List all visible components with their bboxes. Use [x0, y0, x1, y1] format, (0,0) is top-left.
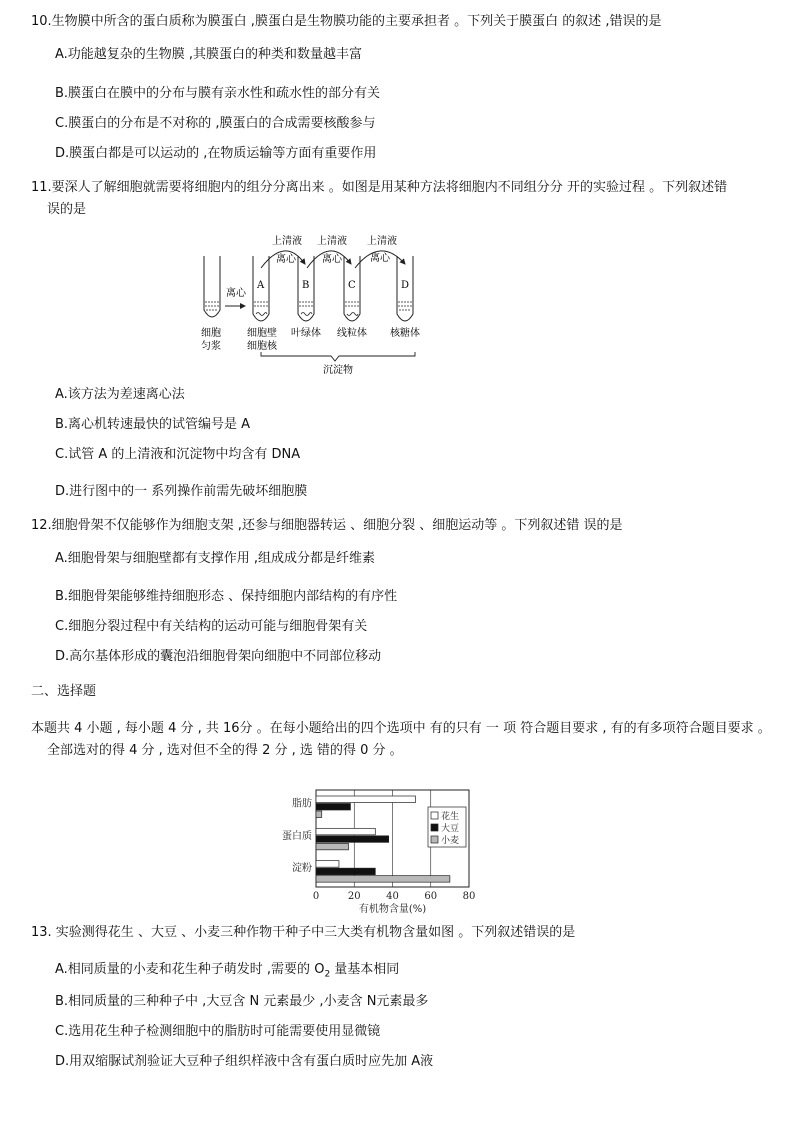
bar-小麦-蛋白质 [316, 843, 349, 850]
x-tick-label: 0 [312, 891, 320, 902]
q11-option-b: B.离心机转速最快的试管编号是 A [55, 417, 251, 432]
centrifugation-diagram [195, 230, 435, 378]
bar-花生-脂肪 [316, 796, 415, 803]
sediment-brace [261, 352, 415, 361]
q11-stem-line1: 11.要深人了解细胞就需要将细胞内的组分分离出来 。如图是用某种方法将细胞内不同组分分 开的实验过程 。下列叙述错 [31, 180, 728, 195]
legend-label: 大豆 [441, 824, 460, 834]
sediment-label: 沉淀物 [323, 365, 353, 376]
y-category-label: 蛋白质 [282, 830, 312, 842]
x-axis-label: 有机物含量(%) [358, 904, 427, 915]
q11-option-d: D.进行图中的一 系列操作前需先破坏细胞膜 [55, 484, 308, 499]
bar-大豆-淀粉 [316, 868, 375, 875]
q10-option-a: A.功能越复杂的生物膜 ,其膜蛋白的种类和数量越丰富 [55, 47, 363, 62]
organic-content-bar-chart [250, 785, 490, 920]
q10-option-d: D.膜蛋白都是可以运动的 ,在物质运输等方面有重要作用 [55, 146, 377, 161]
q12-stem: 12.细胞骨架不仅能够作为细胞支架 ,还参与细胞器转运 、细胞分裂 、细胞运动等 。下列叙述错 误的是 [31, 518, 623, 533]
bar-花生-蛋白质 [316, 828, 375, 835]
bar-花生-淀粉 [316, 861, 339, 868]
q11-option-a: A.该方法为差速离心法 [55, 387, 185, 402]
q13-option-d: D.用双缩脲试剂验证大豆种子组织样液中含有蛋白质时应先加 A液 [55, 1054, 434, 1069]
tube-b-label: 叶绿体 [291, 328, 321, 339]
q11-option-c: C.试管 A 的上清液和沉淀物中均含有 DNA [55, 447, 301, 462]
tube-b-letter: B [302, 280, 310, 291]
q13-option-a-text-end: 量基本相同 [330, 962, 400, 977]
x-tick-label: 80 [462, 891, 476, 902]
q12-option-b: B.细胞骨架能够维持细胞形态 、保持细胞内部结构的有序性 [55, 589, 398, 604]
bar-大豆-脂肪 [316, 804, 350, 811]
legend-label: 小麦 [441, 836, 460, 846]
bar-大豆-蛋白质 [316, 836, 389, 843]
y-category-label: 脂肪 [292, 798, 312, 810]
section-instructions-line1: 本题共 4 小题 , 每小题 4 分 , 共 16分 。在每小题给出的四个选项中 有的只有 一 项 符合题目要求 , 有的有多项符合题目要求 。 [31, 721, 771, 736]
legend-label: 花生 [441, 812, 460, 822]
bar-小麦-淀粉 [316, 876, 450, 883]
tube-c-label: 线粒体 [337, 328, 367, 339]
centrifuge-label: 离心 [226, 288, 246, 299]
q12-option-c: C.细胞分裂过程中有关结构的运动可能与细胞骨架有关 [55, 619, 368, 634]
q12-option-d: D.高尔基体形成的囊泡沿细胞骨架向细胞中不同部位移动 [55, 649, 382, 664]
centrifuge-label: 离心 [370, 253, 390, 264]
section-heading: 二、选择题 [31, 684, 97, 699]
tube-a-label: 细胞壁 [247, 328, 277, 339]
legend-swatch-小麦 [431, 836, 438, 843]
supernatant-label: 上清液 [317, 236, 347, 247]
q11-stem-line2: 误的是 [47, 202, 87, 217]
bar-小麦-脂肪 [316, 811, 322, 818]
q10-stem: 10.生物膜中所含的蛋白质称为膜蛋白 ,膜蛋白是生物膜功能的主要承担者 。下列关于膜蛋白 的叙述 ,错误的是 [31, 14, 662, 29]
tube-d-label: 核糖体 [390, 328, 420, 339]
q13-stem: 13. 实验测得花生 、大豆 、小麦三种作物干种子中三大类有机物含量如图 。下列叙述错误的是 [31, 925, 576, 940]
supernatant-label: 上清液 [367, 236, 397, 247]
homogenate-tube [204, 256, 220, 317]
q12-option-a: A.细胞骨架与细胞壁都有支撑作用 ,组成成分都是纤维素 [55, 551, 376, 566]
oxygen-subscript: 2 [324, 969, 331, 980]
tube-c-letter: C [348, 280, 356, 291]
x-tick-label: 40 [386, 891, 399, 902]
x-tick-label: 60 [424, 891, 438, 902]
q13-option-b: B.相同质量的三种种子中 ,大豆含 N 元素最少 ,小麦含 N元素最多 [55, 994, 429, 1009]
q10-option-b: B.膜蛋白在膜中的分布与膜有亲水性和疏水性的部分有关 [55, 86, 381, 101]
q13-option-a [55, 961, 399, 984]
centrifuge-label: 离心 [322, 254, 342, 265]
q13-option-a-text: A.相同质量的小麦和花生种子萌发时 ,需要的 [55, 962, 315, 977]
y-category-label: 淀粉 [292, 863, 312, 875]
q10-option-c: C.膜蛋白的分布是不对称的 ,膜蛋白的合成需要核酸参与 [55, 116, 376, 131]
homogenate-label: 细胞 [201, 328, 221, 339]
tube-a-letter: A [257, 280, 265, 291]
legend-swatch-花生 [431, 812, 438, 819]
oxygen-symbol: O [314, 962, 325, 977]
homogenate-label: 匀浆 [201, 341, 221, 352]
supernatant-label: 上清液 [272, 236, 302, 247]
legend-swatch-大豆 [431, 824, 438, 831]
x-tick-label: 20 [347, 891, 361, 902]
tube-a-label-nucleus: 细胞核 [247, 341, 277, 352]
centrifuge-label: 离心 [276, 254, 296, 265]
section-instructions-line2: 全部选对的得 4 分 , 选对但不全的得 2 分 , 选 错的得 0 分 。 [47, 743, 403, 758]
tube-d-letter: D [401, 280, 410, 291]
q13-option-c: C.选用花生种子检测细胞中的脂肪时可能需要使用显微镜 [55, 1024, 381, 1039]
